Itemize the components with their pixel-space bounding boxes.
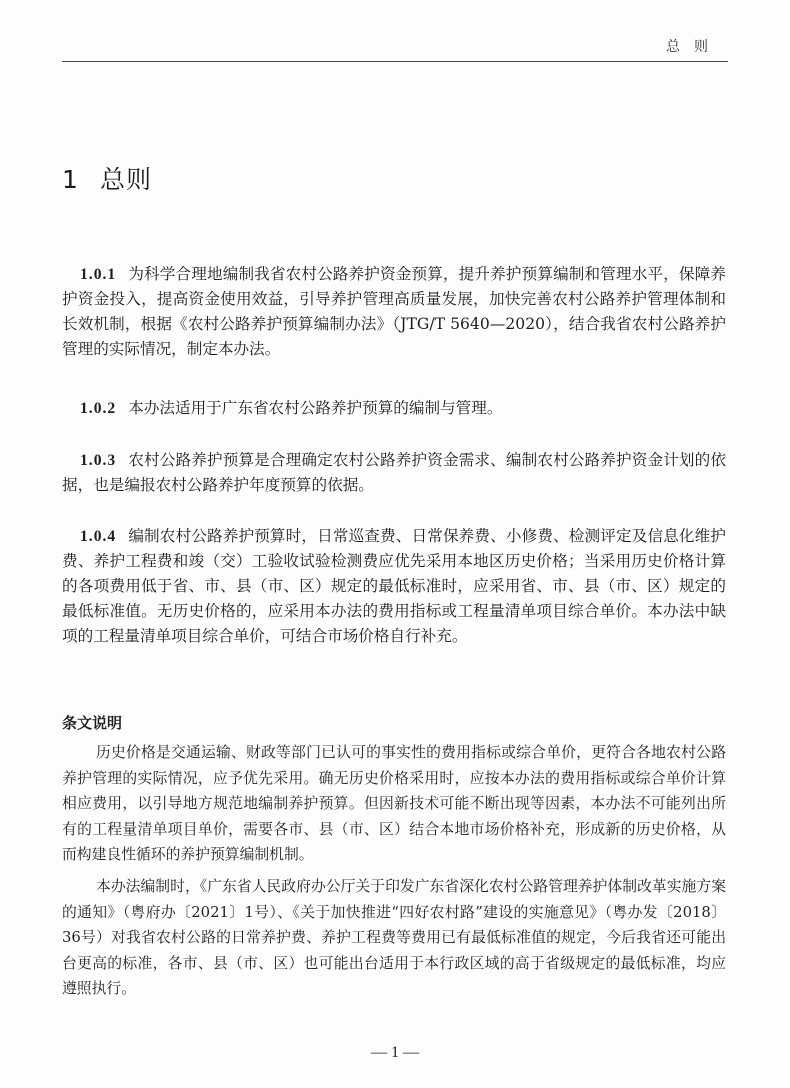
header-rule xyxy=(62,61,728,62)
clause-number: 1.0.3 xyxy=(80,452,117,469)
explanation-paragraph: 历史价格是交通运输、财政等部门已认可的事实性的费用指标或综合单价，更符合各地农村公路养护管理的实际情况，应予优先采用。确无历史价格采用时，应按本办法的费用指标或综合单价计算相应费用，以引导地方规范地编制养护预算。但因新技术可能不断出现等因素，本办法不可能列出所有的工程量清单项目单价，需要各市、县（市、区）结合本地市场价格补充，形成新的历史价格，从而构建良性循环的养护预算编制机制。 xyxy=(62,744,726,863)
clause-text: 为科学合理地编制我省农村公路养护资金预算，提升养护预算编制和管理水平，保障养护资金投入，提高资金使用效益，引导养护管理高质量发展，加快完善农村公路养护管理体制和长效机制，根据《农村公路养护预算编制办法》（JTG/T 5640—2020），结合我省农村公路养护管理的实际情况，制定本办法。 xyxy=(62,265,726,358)
chapter-number: 1 xyxy=(62,165,79,194)
clause-1-0-1 xyxy=(62,262,726,362)
clause-1-0-3 xyxy=(62,448,726,498)
explanation-title: 条文说明 xyxy=(62,714,123,732)
clause-number: 1.0.1 xyxy=(80,266,117,283)
clause-number: 1.0.2 xyxy=(80,400,117,417)
running-header: 总则 xyxy=(666,39,722,55)
clause-1-0-4 xyxy=(62,524,726,649)
clause-text: 编制农村公路养护预算时，日常巡查费、日常保养费、小修费、检测评定及信息化维护费、养护工程费和竣（交）工验收试验检测费应优先采用本地区历史价格；当采用历史价格计算的各项费用低于省、市、县（市、区）规定的最低标准时，应采用省、市、县（市、区）规定的最低标准值。无历史价格的，应采用本办法的费用指标或工程量清单项目综合单价。本办法中缺项的工程量清单项目综合单价，可结合市场价格自行补充。 xyxy=(62,527,726,645)
chapter-title: 总则 xyxy=(100,165,153,194)
clause-1-0-2 xyxy=(62,396,726,421)
explanation-paragraph: 本办法编制时，《广东省人民政府办公厅关于印发广东省深化农村公路管理养护体制改革实施方案的通知》（粤府办〔2021〕1号）、《关于加快推进“四好农村路”建设的实施意见》（粤办发〔2018〕36号）对我省农村公路的日常养护费、养护工程费等费用已有最低标准值的规定，今后我省还可能出台更高的标准，各市、县（市、区）也可能出台适用于本行政区域的高于省级规定的最低标准，均应遵照执行。 xyxy=(62,878,726,997)
chapter-heading xyxy=(62,160,152,196)
clause-text: 本办法适用于广东省农村公路养护预算的编制与管理。 xyxy=(128,399,503,417)
page-number: — 1 — xyxy=(371,1044,419,1061)
clause-number: 1.0.4 xyxy=(80,528,117,545)
clause-text: 农村公路养护预算是合理确定农村公路养护资金需求、编制农村公路养护资金计划的依据，也是编报农村公路养护年度预算的依据。 xyxy=(62,451,726,494)
